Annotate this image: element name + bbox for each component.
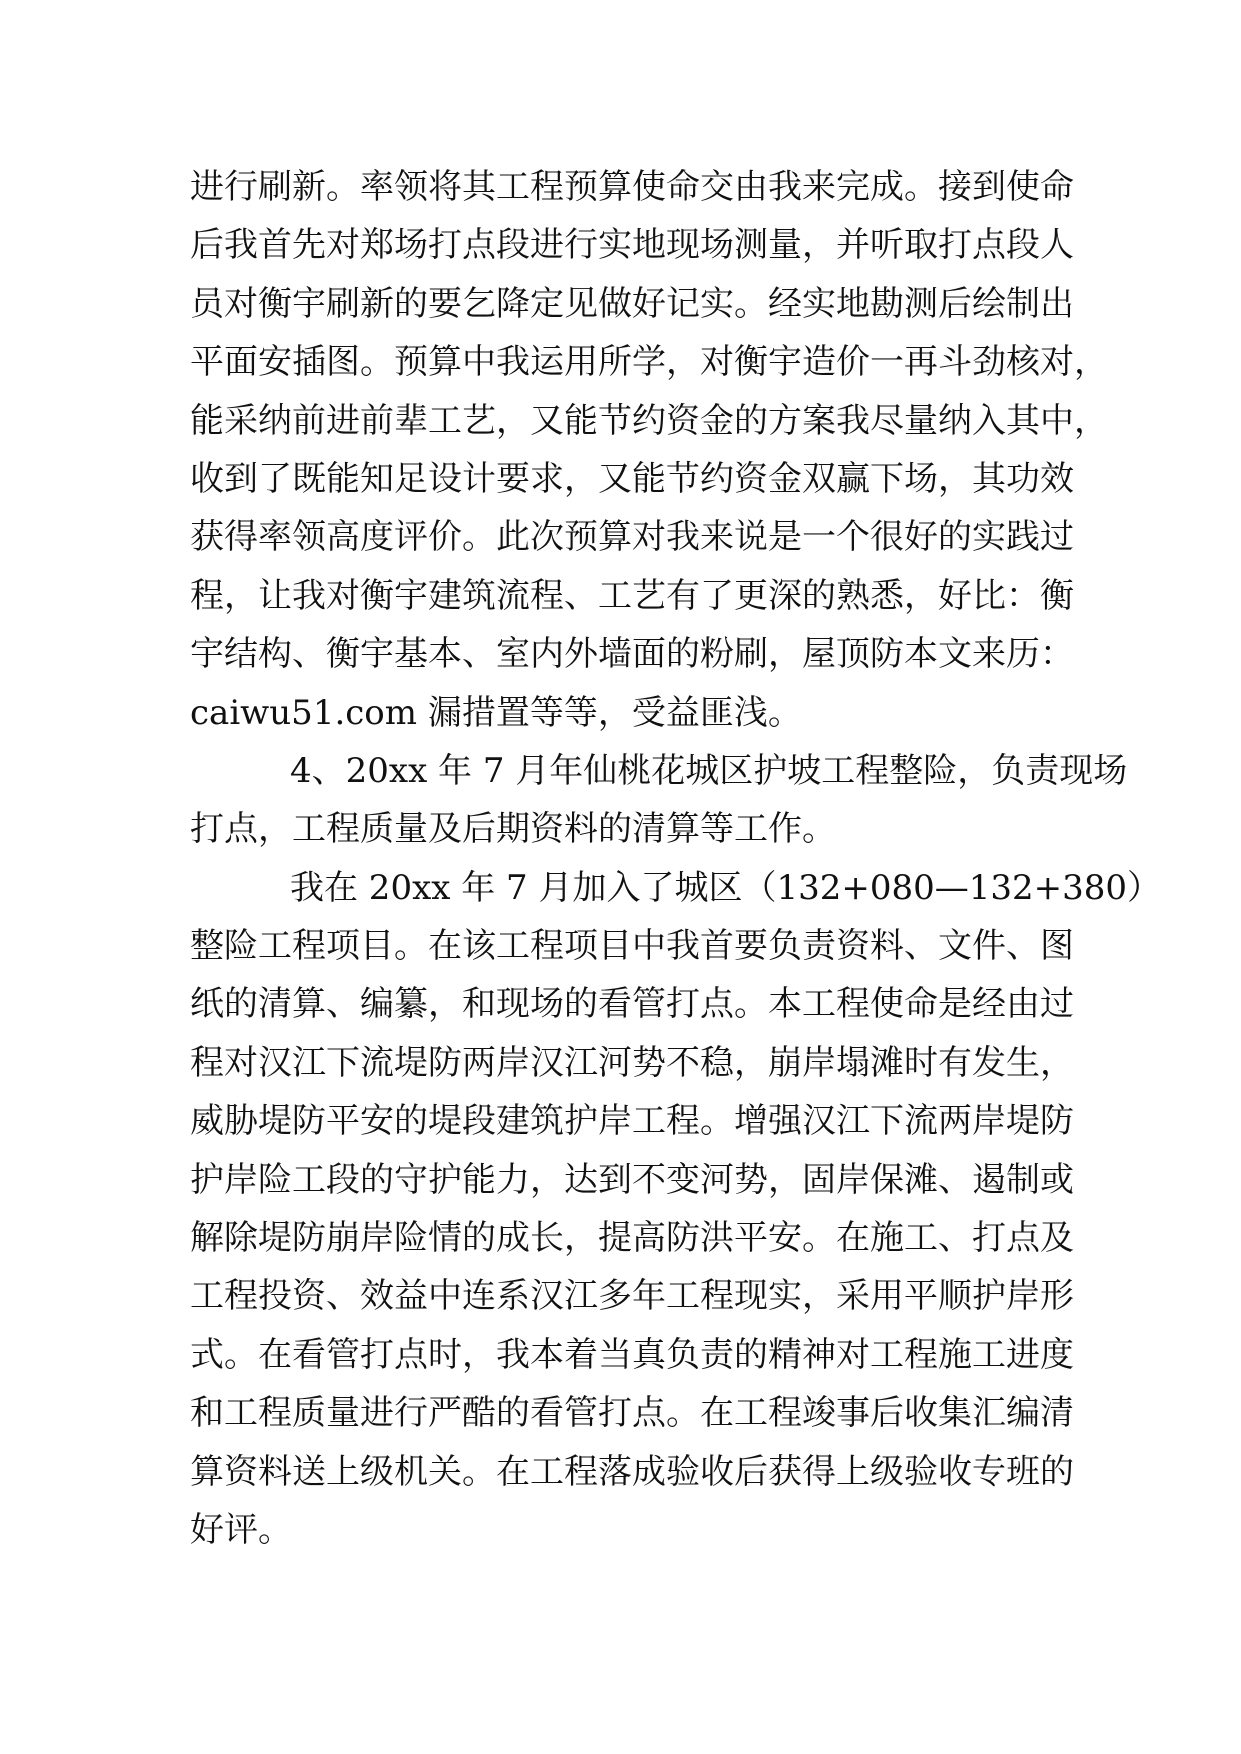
text-line: 好评。: [190, 1509, 292, 1550]
text-line: 员对衡宇刷新的要乞降定见做好记实。经实地勘测后绘制出: [190, 283, 1074, 324]
text-line: 宇结构、衡宇基本、室内外墙面的粉刷，屋顶防本文来历：: [190, 634, 1074, 675]
text-line: 式。在看管打点时，我本着当真负责的精神对工程施工进度: [190, 1334, 1074, 1375]
text-line: 威胁堤防平安的堤段建筑护岸工程。增强汉江下流两岸堤防: [190, 1101, 1074, 1142]
text-line: 纸的清算、编纂，和现场的看管打点。本工程使命是经由过: [190, 984, 1074, 1025]
text-line: 程，让我对衡宇建筑流程、工艺有了更深的熟悉，好比：衡: [190, 575, 1074, 616]
document-body: [190, 158, 1162, 1559]
text-line: 工程投资、效益中连系汉江多年工程现实，采用平顺护岸形: [190, 1276, 1074, 1317]
text-line: 和工程质量进行严酷的看管打点。在工程竣事后收集汇编清: [190, 1393, 1074, 1434]
text-line: 进行刷新。率领将其工程预算使命交由我来完成。接到使命: [190, 167, 1074, 207]
text-line: 算资料送上级机关。在工程落成验收后获得上级验收专班的: [190, 1451, 1074, 1492]
text-line: caiwu51.com 漏措置等等，受益匪浅。: [190, 692, 802, 733]
text-line: 获得率领高度评价。此次预算对我来说是一个很好的实践过: [190, 517, 1074, 558]
paragraph-first-line: 我在 20xx 年 7 月加入了城区（132+080—132+380）: [290, 867, 1162, 908]
text-line: 后我首先对郑场打点段进行实地现场测量，并听取打点段人: [190, 225, 1074, 266]
text-line: 平面安插图。预算中我运用所学，对衡宇造价一再斗劲核对，: [190, 342, 1108, 383]
text-line: 护岸险工段的守护能力，达到不变河势，固岸保滩、遏制或: [190, 1159, 1074, 1200]
paragraph-first-line: 4、20xx 年 7 月年仙桃花城区护坡工程整险，负责现场: [290, 750, 1128, 791]
text-line: 程对汉江下流堤防两岸汉江河势不稳，崩岸塌滩时有发生，: [190, 1042, 1074, 1083]
text-line: 打点，工程质量及后期资料的清算等工作。: [190, 809, 836, 850]
text-line: 解除堤防崩岸险情的成长，提高防洪平安。在施工、打点及: [190, 1218, 1074, 1259]
text-line: 整险工程项目。在该工程项目中我首要负责资料、文件、图: [190, 926, 1074, 967]
text-line: 收到了既能知足设计要求，又能节约资金双赢下场，其功效: [190, 458, 1074, 499]
text-line: 能采纳前进前辈工艺，又能节约资金的方案我尽量纳入其中，: [190, 400, 1108, 441]
